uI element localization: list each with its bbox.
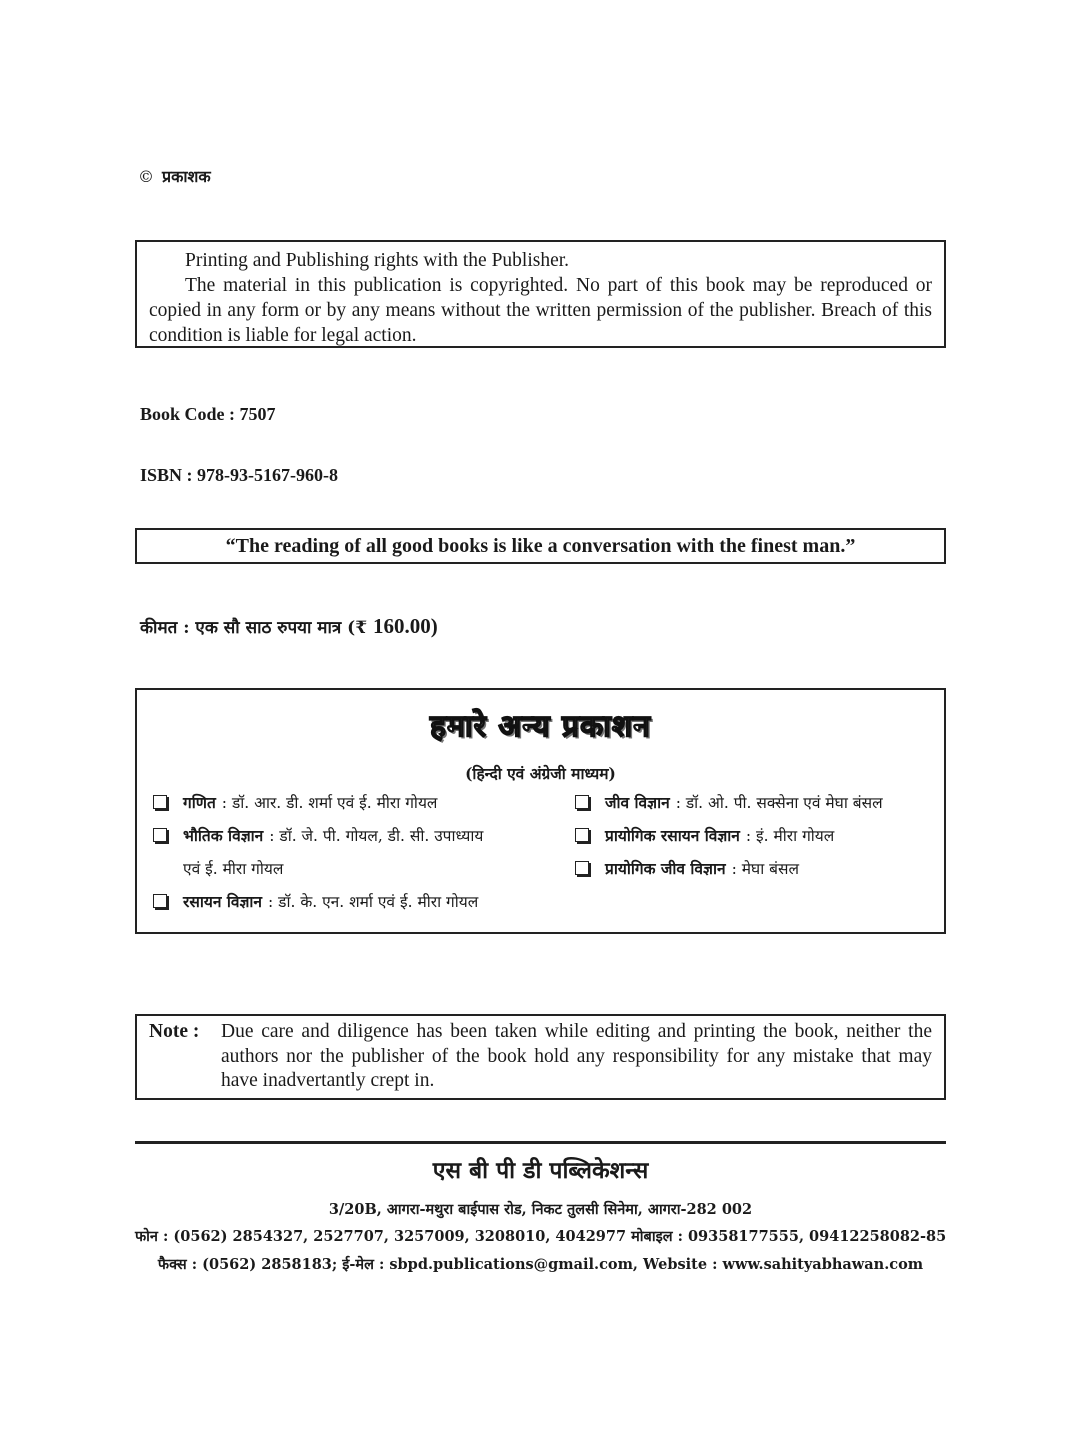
publication-authors-continued: एवं ई. मीरा गोयल (183, 860, 284, 878)
publication-authors: : डॉ. जे. पी. गोयल, डी. सी. उपाध्याय (269, 827, 484, 845)
rights-line-2: The material in this publication is copyrighted. No part of this book may be reproduced or copied in any form or by any means without the written permission of the publisher. Breach of this condition is liable for legal action. (149, 275, 932, 346)
note-label: Note : (149, 1021, 200, 1042)
checkbox-icon (153, 894, 167, 908)
price-label: कीमत : एक सौ साठ रुपया मात्र (₹ (140, 618, 373, 638)
publication-authors: : इं. मीरा गोयल (745, 827, 835, 845)
checkbox-icon (575, 795, 589, 809)
isbn: ISBN : 978-93-5167-960-8 (140, 465, 338, 485)
publisher-fax-email: फैक्स : (0562) 2858183; ई-मेल : sbpd.publications@gmail.com, Website : www.sahityabhawan.com (157, 1256, 924, 1273)
checkbox-icon (153, 828, 167, 842)
publisher-phone: फोन : (0562) 2854327, 2527707, 3257009, 3208010, 4042977 मोबाइल : 09358177555, 09412258082-85 (135, 1228, 947, 1245)
publication-item (575, 792, 947, 825)
rights-box (135, 240, 946, 348)
publication-authors: : डॉ. ओ. पी. सक्सेना एवं मेघा बंसल (675, 794, 883, 812)
publication-item (153, 792, 553, 825)
publication-subject: प्रायोगिक रसायन विज्ञान (605, 826, 740, 845)
publication-subject: गणित (183, 793, 216, 812)
publication-subject: भौतिक विज्ञान (183, 826, 264, 845)
publisher-address: 3/20B, आगरा-मथुरा बाईपास रोड, निकट तुलसी सिनेमा, आगरा-282 002 (328, 1201, 753, 1218)
publication-authors: : डॉ. आर. डी. शर्मा एवं ई. मीरा गोयल (221, 794, 438, 812)
publication-item (575, 825, 947, 858)
quote-box (135, 528, 946, 564)
publications-left-column (153, 792, 553, 924)
publications-title: हमारे अन्य प्रकाशन (430, 709, 651, 744)
book-code: Book Code : 7507 (140, 404, 276, 424)
publication-subject: जीव विज्ञान (605, 793, 670, 812)
note-box (135, 1014, 946, 1100)
note-text: Due care and diligence has been taken while editing and printing the book, neither the authors nor the publisher of the book hold any responsibility for any mistake that may have inadvertantly crept in. (221, 1021, 932, 1091)
rights-line-1: Printing and Publishing rights with the Publisher. (185, 250, 570, 271)
publications-subtitle: (हिन्दी एवं अंग्रेजी माध्यम) (465, 764, 616, 783)
publication-authors: : डॉ. के. एन. शर्मा एवं ई. मीरा गोयल (268, 893, 479, 911)
copyright-line (138, 165, 211, 187)
publisher-name: एस बी पी डी पब्लिकेशन्स (432, 1158, 649, 1184)
checkbox-icon (575, 828, 589, 842)
publication-item (575, 858, 947, 891)
copyright-holder: प्रकाशक (162, 167, 211, 186)
copyright-symbol: © (138, 167, 154, 186)
publication-authors: : मेघा बंसल (731, 860, 799, 878)
other-publications-box (135, 688, 946, 934)
quote-text: “The reading of all good books is like a conversation with the finest man.” (225, 535, 856, 557)
publication-item (153, 891, 553, 924)
publications-right-column (575, 792, 947, 891)
publication-subject: रसायन विज्ञान (183, 892, 263, 911)
price-close: ) (430, 614, 438, 638)
price-line (140, 614, 438, 639)
checkbox-icon (575, 861, 589, 875)
publication-subject: प्रायोगिक जीव विज्ञान (605, 859, 726, 878)
publication-item (153, 825, 553, 858)
checkbox-icon (153, 795, 167, 809)
price-amount: 160.00 (372, 614, 431, 638)
divider (135, 1141, 946, 1144)
